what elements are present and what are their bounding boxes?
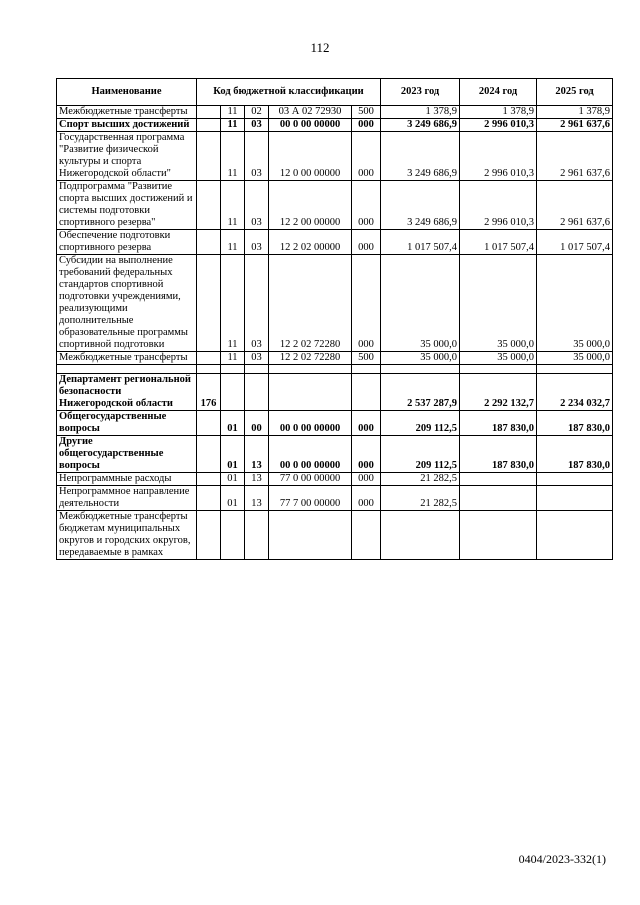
row-razdel: 01 xyxy=(221,436,245,473)
row-2023 xyxy=(381,511,460,560)
header-2023: 2023 год xyxy=(381,79,460,106)
row-razdel: 01 xyxy=(221,411,245,436)
row-name: Государственная программа "Развитие физической культуры и спорта Нижегородской области" xyxy=(57,132,197,181)
row-vedomstvo xyxy=(197,230,221,255)
row-razdel: 11 xyxy=(221,230,245,255)
row-podrazdel: 03 xyxy=(245,255,269,352)
spacer-cell xyxy=(537,365,613,374)
table-row xyxy=(57,473,613,486)
row-vr xyxy=(352,374,381,411)
row-csr: 77 7 00 00000 xyxy=(269,486,352,511)
spacer-cell xyxy=(352,365,381,374)
row-razdel: 11 xyxy=(221,255,245,352)
row-2023: 3 249 686,9 xyxy=(381,119,460,132)
row-vr xyxy=(352,511,381,560)
row-2024 xyxy=(460,486,537,511)
table-row xyxy=(57,486,613,511)
table-spacer-row xyxy=(57,365,613,374)
row-2025: 1 017 507,4 xyxy=(537,230,613,255)
row-vedomstvo xyxy=(197,119,221,132)
row-2025 xyxy=(537,511,613,560)
row-vr: 000 xyxy=(352,181,381,230)
row-podrazdel: 13 xyxy=(245,473,269,486)
row-2023: 21 282,5 xyxy=(381,486,460,511)
row-name: Непрограммные расходы xyxy=(57,473,197,486)
row-name: Обеспечение подготовки спортивного резерва xyxy=(57,230,197,255)
row-podrazdel: 02 xyxy=(245,106,269,119)
page-number: 112 xyxy=(310,40,330,55)
row-2024: 2 996 010,3 xyxy=(460,119,537,132)
row-razdel xyxy=(221,511,245,560)
row-2023: 35 000,0 xyxy=(381,352,460,365)
row-vr: 500 xyxy=(352,352,381,365)
row-csr: 12 2 02 72280 xyxy=(269,255,352,352)
table-row xyxy=(57,511,613,560)
row-vedomstvo xyxy=(197,106,221,119)
row-vedomstvo xyxy=(197,255,221,352)
row-name: Непрограммное направление деятельности xyxy=(57,486,197,511)
row-vr: 000 xyxy=(352,486,381,511)
row-2025: 35 000,0 xyxy=(537,352,613,365)
row-2025 xyxy=(537,486,613,511)
row-vr: 500 xyxy=(352,106,381,119)
row-2025: 2 234 032,7 xyxy=(537,374,613,411)
row-name: Подпрограмма "Развитие спорта высших достижений и системы подготовки спортивного резерва" xyxy=(57,181,197,230)
spacer-cell xyxy=(197,365,221,374)
row-csr: 00 0 00 00000 xyxy=(269,436,352,473)
row-name: Другие общегосударственные вопросы xyxy=(57,436,197,473)
row-2025: 35 000,0 xyxy=(537,255,613,352)
row-vr: 000 xyxy=(352,473,381,486)
row-2024: 187 830,0 xyxy=(460,436,537,473)
table-row xyxy=(57,374,613,411)
row-name: Межбюджетные трансферты xyxy=(57,352,197,365)
row-2023: 35 000,0 xyxy=(381,255,460,352)
row-csr xyxy=(269,374,352,411)
header-budget-code: Код бюджетной классификации xyxy=(197,79,381,106)
spacer-cell xyxy=(221,365,245,374)
row-razdel: 11 xyxy=(221,119,245,132)
row-2024 xyxy=(460,511,537,560)
row-vedomstvo xyxy=(197,486,221,511)
table-row xyxy=(57,106,613,119)
table-row xyxy=(57,352,613,365)
table-row xyxy=(57,230,613,255)
row-podrazdel: 03 xyxy=(245,230,269,255)
row-razdel: 11 xyxy=(221,132,245,181)
budget-table xyxy=(56,78,613,560)
row-csr: 03 А 02 72930 xyxy=(269,106,352,119)
row-2025: 187 830,0 xyxy=(537,411,613,436)
table-header-row xyxy=(57,79,613,106)
row-podrazdel: 03 xyxy=(245,132,269,181)
row-2023: 21 282,5 xyxy=(381,473,460,486)
row-2023: 2 537 287,9 xyxy=(381,374,460,411)
row-vr: 000 xyxy=(352,230,381,255)
row-podrazdel: 03 xyxy=(245,119,269,132)
row-2024 xyxy=(460,473,537,486)
row-csr: 12 2 00 00000 xyxy=(269,181,352,230)
row-razdel: 11 xyxy=(221,352,245,365)
row-razdel: 11 xyxy=(221,181,245,230)
row-vedomstvo xyxy=(197,181,221,230)
row-razdel xyxy=(221,374,245,411)
row-2024: 1 017 507,4 xyxy=(460,230,537,255)
spacer-cell xyxy=(460,365,537,374)
row-2025 xyxy=(537,473,613,486)
row-name: Субсидии на выполнение требований федеральных стандартов спортивной подготовки учреждениями, реализующими дополнительные образовательные программы спортивной подготовки xyxy=(57,255,197,352)
row-name: Межбюджетные трансферты xyxy=(57,106,197,119)
table-row xyxy=(57,436,613,473)
row-2024: 2 292 132,7 xyxy=(460,374,537,411)
row-vedomstvo xyxy=(197,473,221,486)
spacer-cell xyxy=(269,365,352,374)
table-row xyxy=(57,255,613,352)
row-vr: 000 xyxy=(352,411,381,436)
row-csr: 00 0 00 00000 xyxy=(269,411,352,436)
row-name: Общегосударственные вопросы xyxy=(57,411,197,436)
row-name: Межбюджетные трансферты бюджетам муниципальных округов и городских округов, передаваемые в рамках xyxy=(57,511,197,560)
row-2024: 35 000,0 xyxy=(460,352,537,365)
row-vedomstvo xyxy=(197,132,221,181)
header-2025: 2025 год xyxy=(537,79,613,106)
spacer-cell xyxy=(381,365,460,374)
row-2024: 187 830,0 xyxy=(460,411,537,436)
table-row xyxy=(57,132,613,181)
row-vedomstvo: 176 xyxy=(197,374,221,411)
table-row xyxy=(57,119,613,132)
row-2024: 1 378,9 xyxy=(460,106,537,119)
row-razdel: 11 xyxy=(221,106,245,119)
row-razdel: 01 xyxy=(221,473,245,486)
row-csr: 00 0 00 00000 xyxy=(269,119,352,132)
row-podrazdel: 00 xyxy=(245,411,269,436)
row-vr: 000 xyxy=(352,119,381,132)
row-2024: 35 000,0 xyxy=(460,255,537,352)
header-name: Наименование xyxy=(57,79,197,106)
row-podrazdel xyxy=(245,374,269,411)
row-csr: 12 2 02 00000 xyxy=(269,230,352,255)
spacer-cell xyxy=(57,365,197,374)
header-2024: 2024 год xyxy=(460,79,537,106)
row-name: Департамент региональной безопасности Нижегородской области xyxy=(57,374,197,411)
table-row xyxy=(57,411,613,436)
row-csr: 12 0 00 00000 xyxy=(269,132,352,181)
row-podrazdel: 13 xyxy=(245,486,269,511)
row-2023: 209 112,5 xyxy=(381,436,460,473)
row-csr: 12 2 02 72280 xyxy=(269,352,352,365)
row-2025: 2 961 637,6 xyxy=(537,132,613,181)
row-2024: 2 996 010,3 xyxy=(460,181,537,230)
row-vedomstvo xyxy=(197,352,221,365)
row-2025: 1 378,9 xyxy=(537,106,613,119)
row-2023: 209 112,5 xyxy=(381,411,460,436)
row-2023: 1 378,9 xyxy=(381,106,460,119)
row-2023: 1 017 507,4 xyxy=(381,230,460,255)
row-podrazdel: 03 xyxy=(245,181,269,230)
row-2025: 2 961 637,6 xyxy=(537,181,613,230)
row-vedomstvo xyxy=(197,436,221,473)
row-name: Спорт высших достижений xyxy=(57,119,197,132)
row-2023: 3 249 686,9 xyxy=(381,181,460,230)
row-csr xyxy=(269,511,352,560)
spacer-cell xyxy=(245,365,269,374)
row-csr: 77 0 00 00000 xyxy=(269,473,352,486)
row-podrazdel xyxy=(245,511,269,560)
row-2025: 187 830,0 xyxy=(537,436,613,473)
row-podrazdel: 13 xyxy=(245,436,269,473)
row-razdel: 01 xyxy=(221,486,245,511)
row-vedomstvo xyxy=(197,411,221,436)
row-podrazdel: 03 xyxy=(245,352,269,365)
row-vr: 000 xyxy=(352,255,381,352)
row-vr: 000 xyxy=(352,436,381,473)
row-vedomstvo xyxy=(197,511,221,560)
row-2023: 3 249 686,9 xyxy=(381,132,460,181)
document-code: 0404/2023-332(1) xyxy=(518,852,606,866)
row-vr: 000 xyxy=(352,132,381,181)
row-2025: 2 961 637,6 xyxy=(537,119,613,132)
row-2024: 2 996 010,3 xyxy=(460,132,537,181)
table-row xyxy=(57,181,613,230)
